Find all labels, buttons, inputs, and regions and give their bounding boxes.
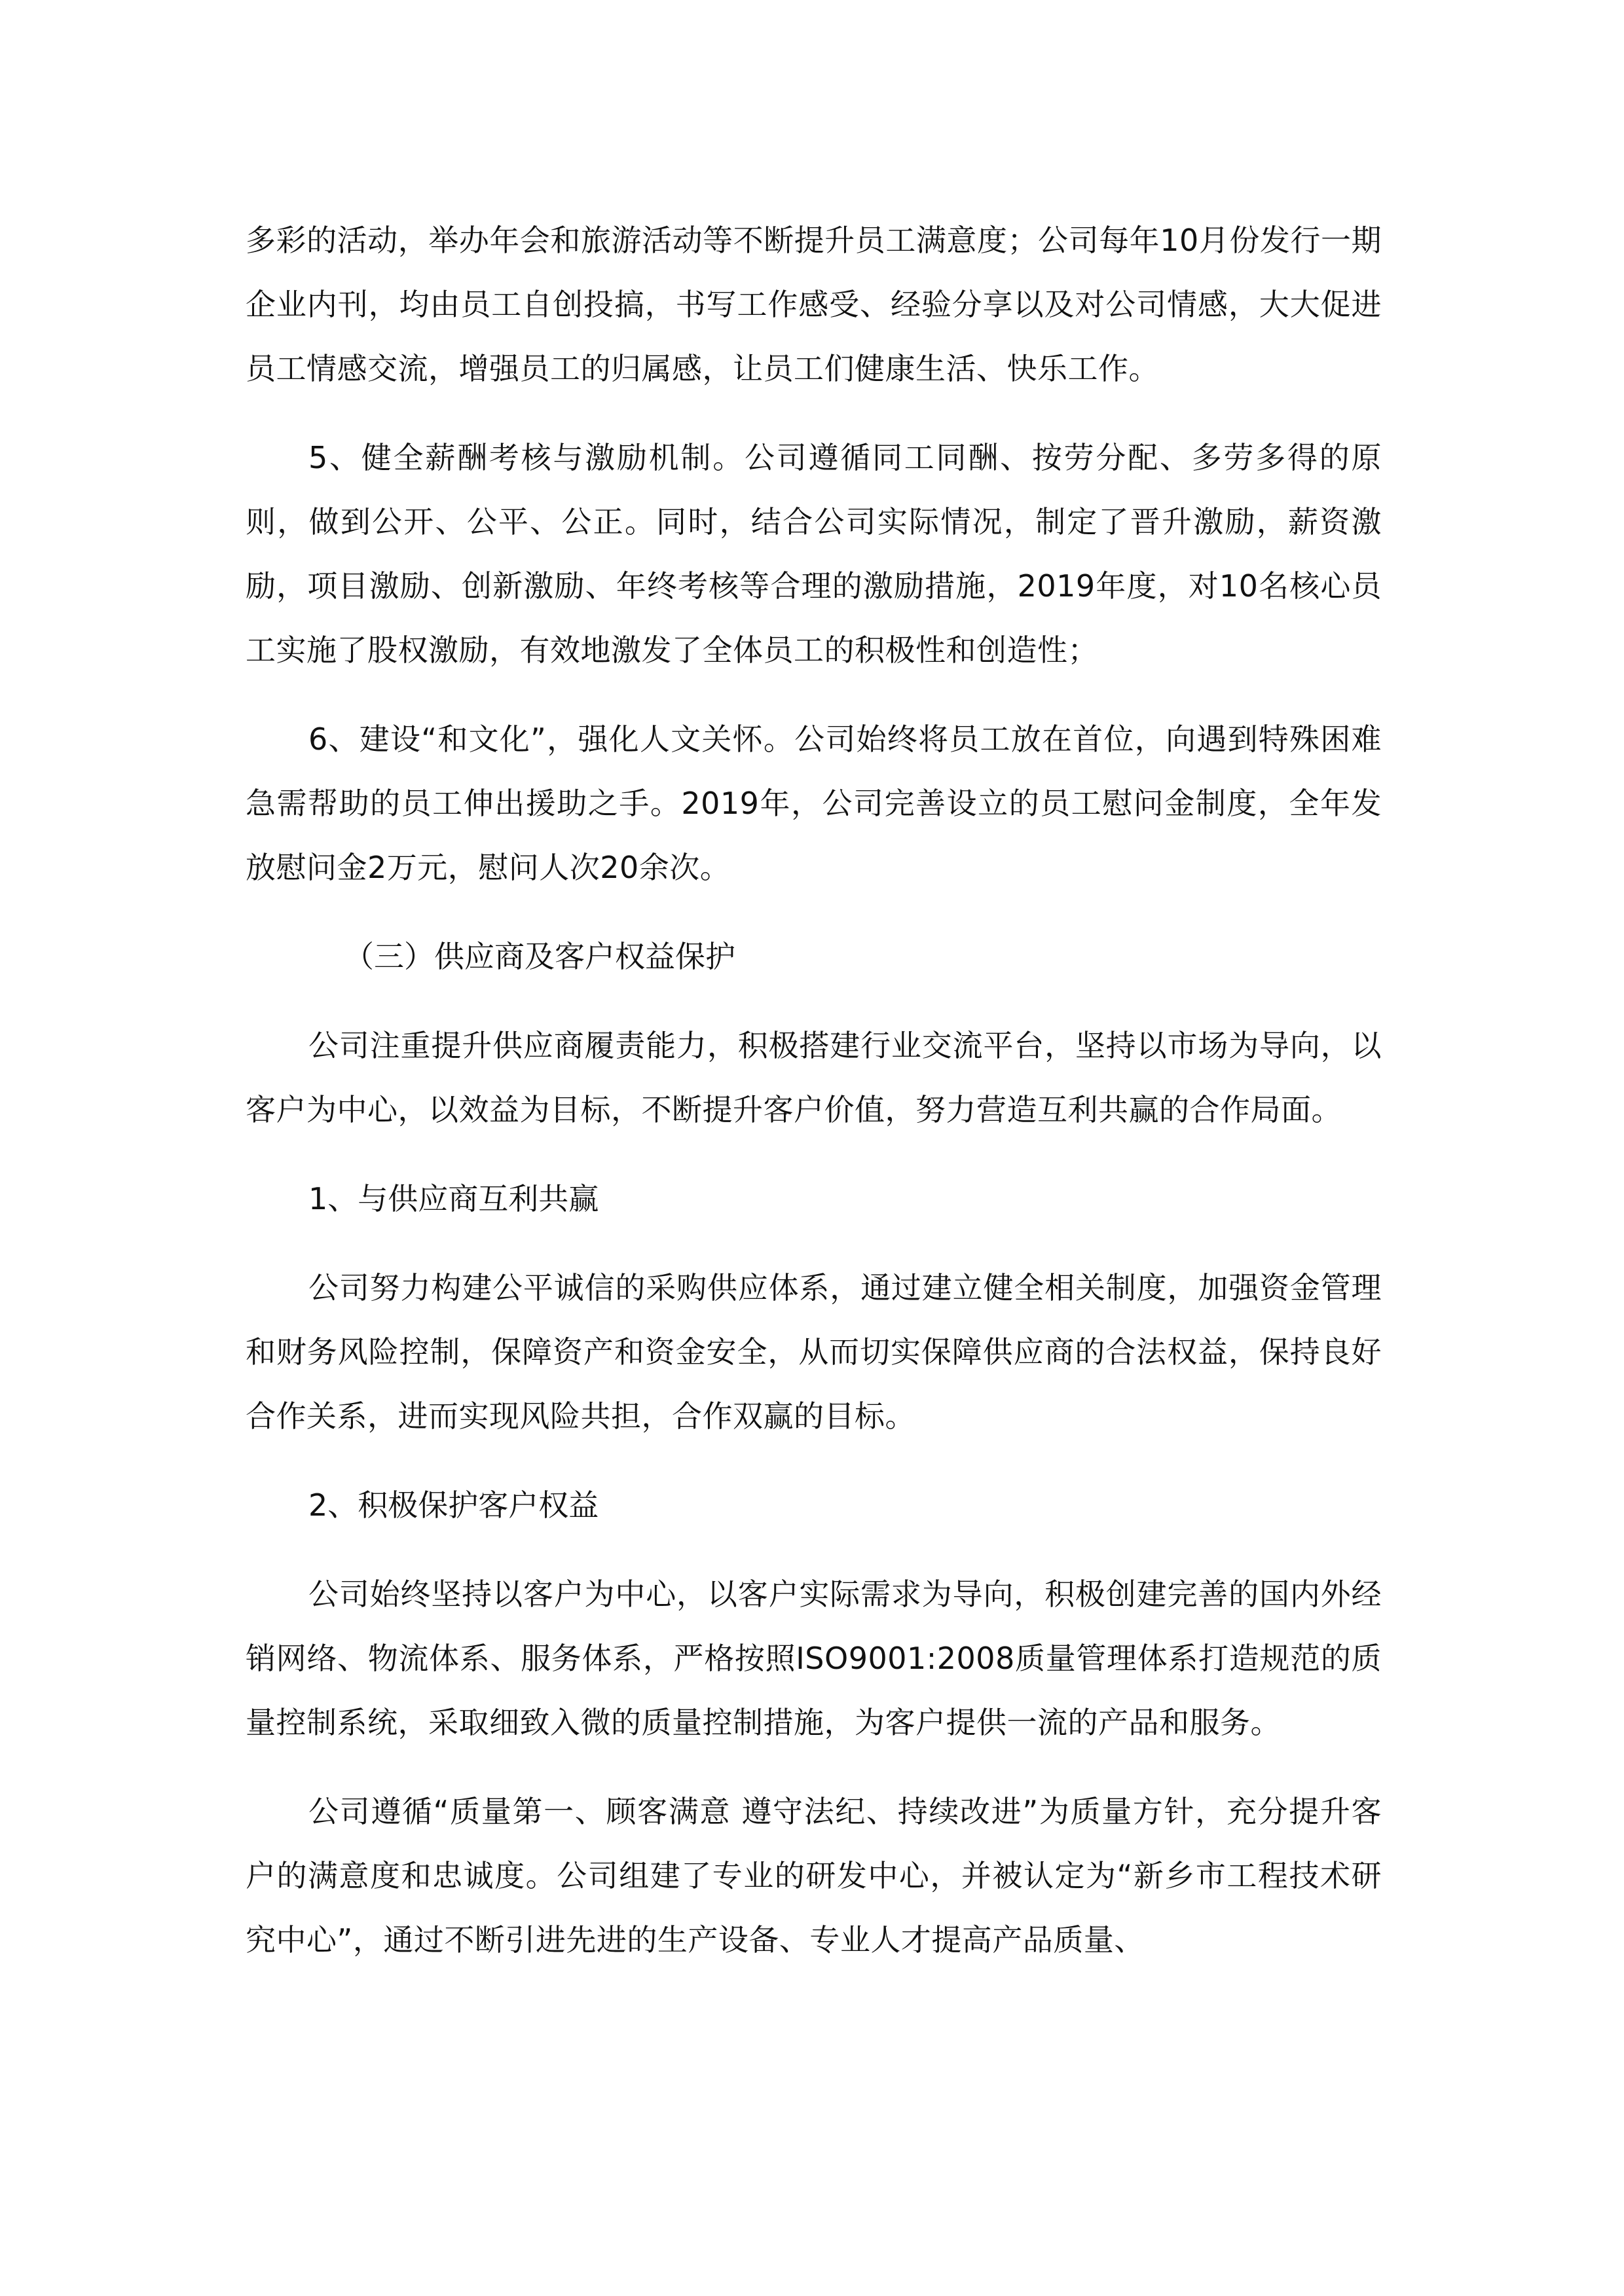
paragraph-employee-activities: 多彩的活动，举办年会和旅游活动等不断提升员工满意度；公司每年10月份发行一期企业内刊，均由员工自创投搞，书写工作感受、经验分享以及对公司情感，大大促进员工情感交流，增强员工的归属感，让员工们健康生活、快乐工作。 [246,223,1382,386]
document-page [246,208,1382,1997]
paragraph-customer-centric: 公司始终坚持以客户为中心，以客户实际需求为导向，积极创建完善的国内外经销网络、物流体系、服务体系，严格按照ISO9001:2008质量管理体系打造规范的质量控制系统，采取细致入微的质量控制措施，为客户提供一流的产品和服务。 [246,1576,1382,1740]
paragraph-harmony-culture: 6、建设“和文化”，强化人文关怀。公司始终将员工放在首位，向遇到特殊困难急需帮助的员工伸出援助之手。2019年，公司完善设立的员工慰问金制度，全年发放慰问金2万元，慰问人次20余次。 [246,721,1382,885]
paragraph-supplier-intro: 公司注重提升供应商履责能力，积极搭建行业交流平台，坚持以市场为导向，以客户为中心，以效益为目标，不断提升客户价值，努力营造互利共赢的合作局面。 [246,1028,1382,1127]
sub-heading-customer-rights: 2、积极保护客户权益 [308,1487,599,1523]
sub-heading-supplier-win-win: 1、与供应商互利共赢 [308,1181,599,1216]
paragraph-procurement-system: 公司努力构建公平诚信的采购供应体系，通过建立健全相关制度，加强资金管理和财务风险控制，保障资产和资金安全，从而切实保障供应商的合法权益，保持良好合作关系，进而实现风险共担，合作双赢的目标。 [246,1270,1382,1434]
paragraph-compensation-incentives: 5、健全薪酬考核与激励机制。公司遵循同工同酬、按劳分配、多劳多得的原则，做到公开、公平、公正。同时，结合公司实际情况，制定了晋升激励，薪资激励，项目激励、创新激励、年终考核等合理的激励措施，2019年度，对10名核心员工实施了股权激励，有效地激发了全体员工的积极性和创造性； [246,440,1382,668]
section-heading-supplier-customer-rights: （三）供应商及客户权益保护 [344,939,735,974]
paragraph-quality-policy: 公司遵循“质量第一、顾客满意 遵守法纪、持续改进”为质量方针，充分提升客户的满意度和忠诚度。公司组建了专业的研发中心，并被认定为“新乡市工程技术研究中心”，通过不断引进先进的生产设备、专业人才提高产品质量、 [246,1794,1382,1958]
